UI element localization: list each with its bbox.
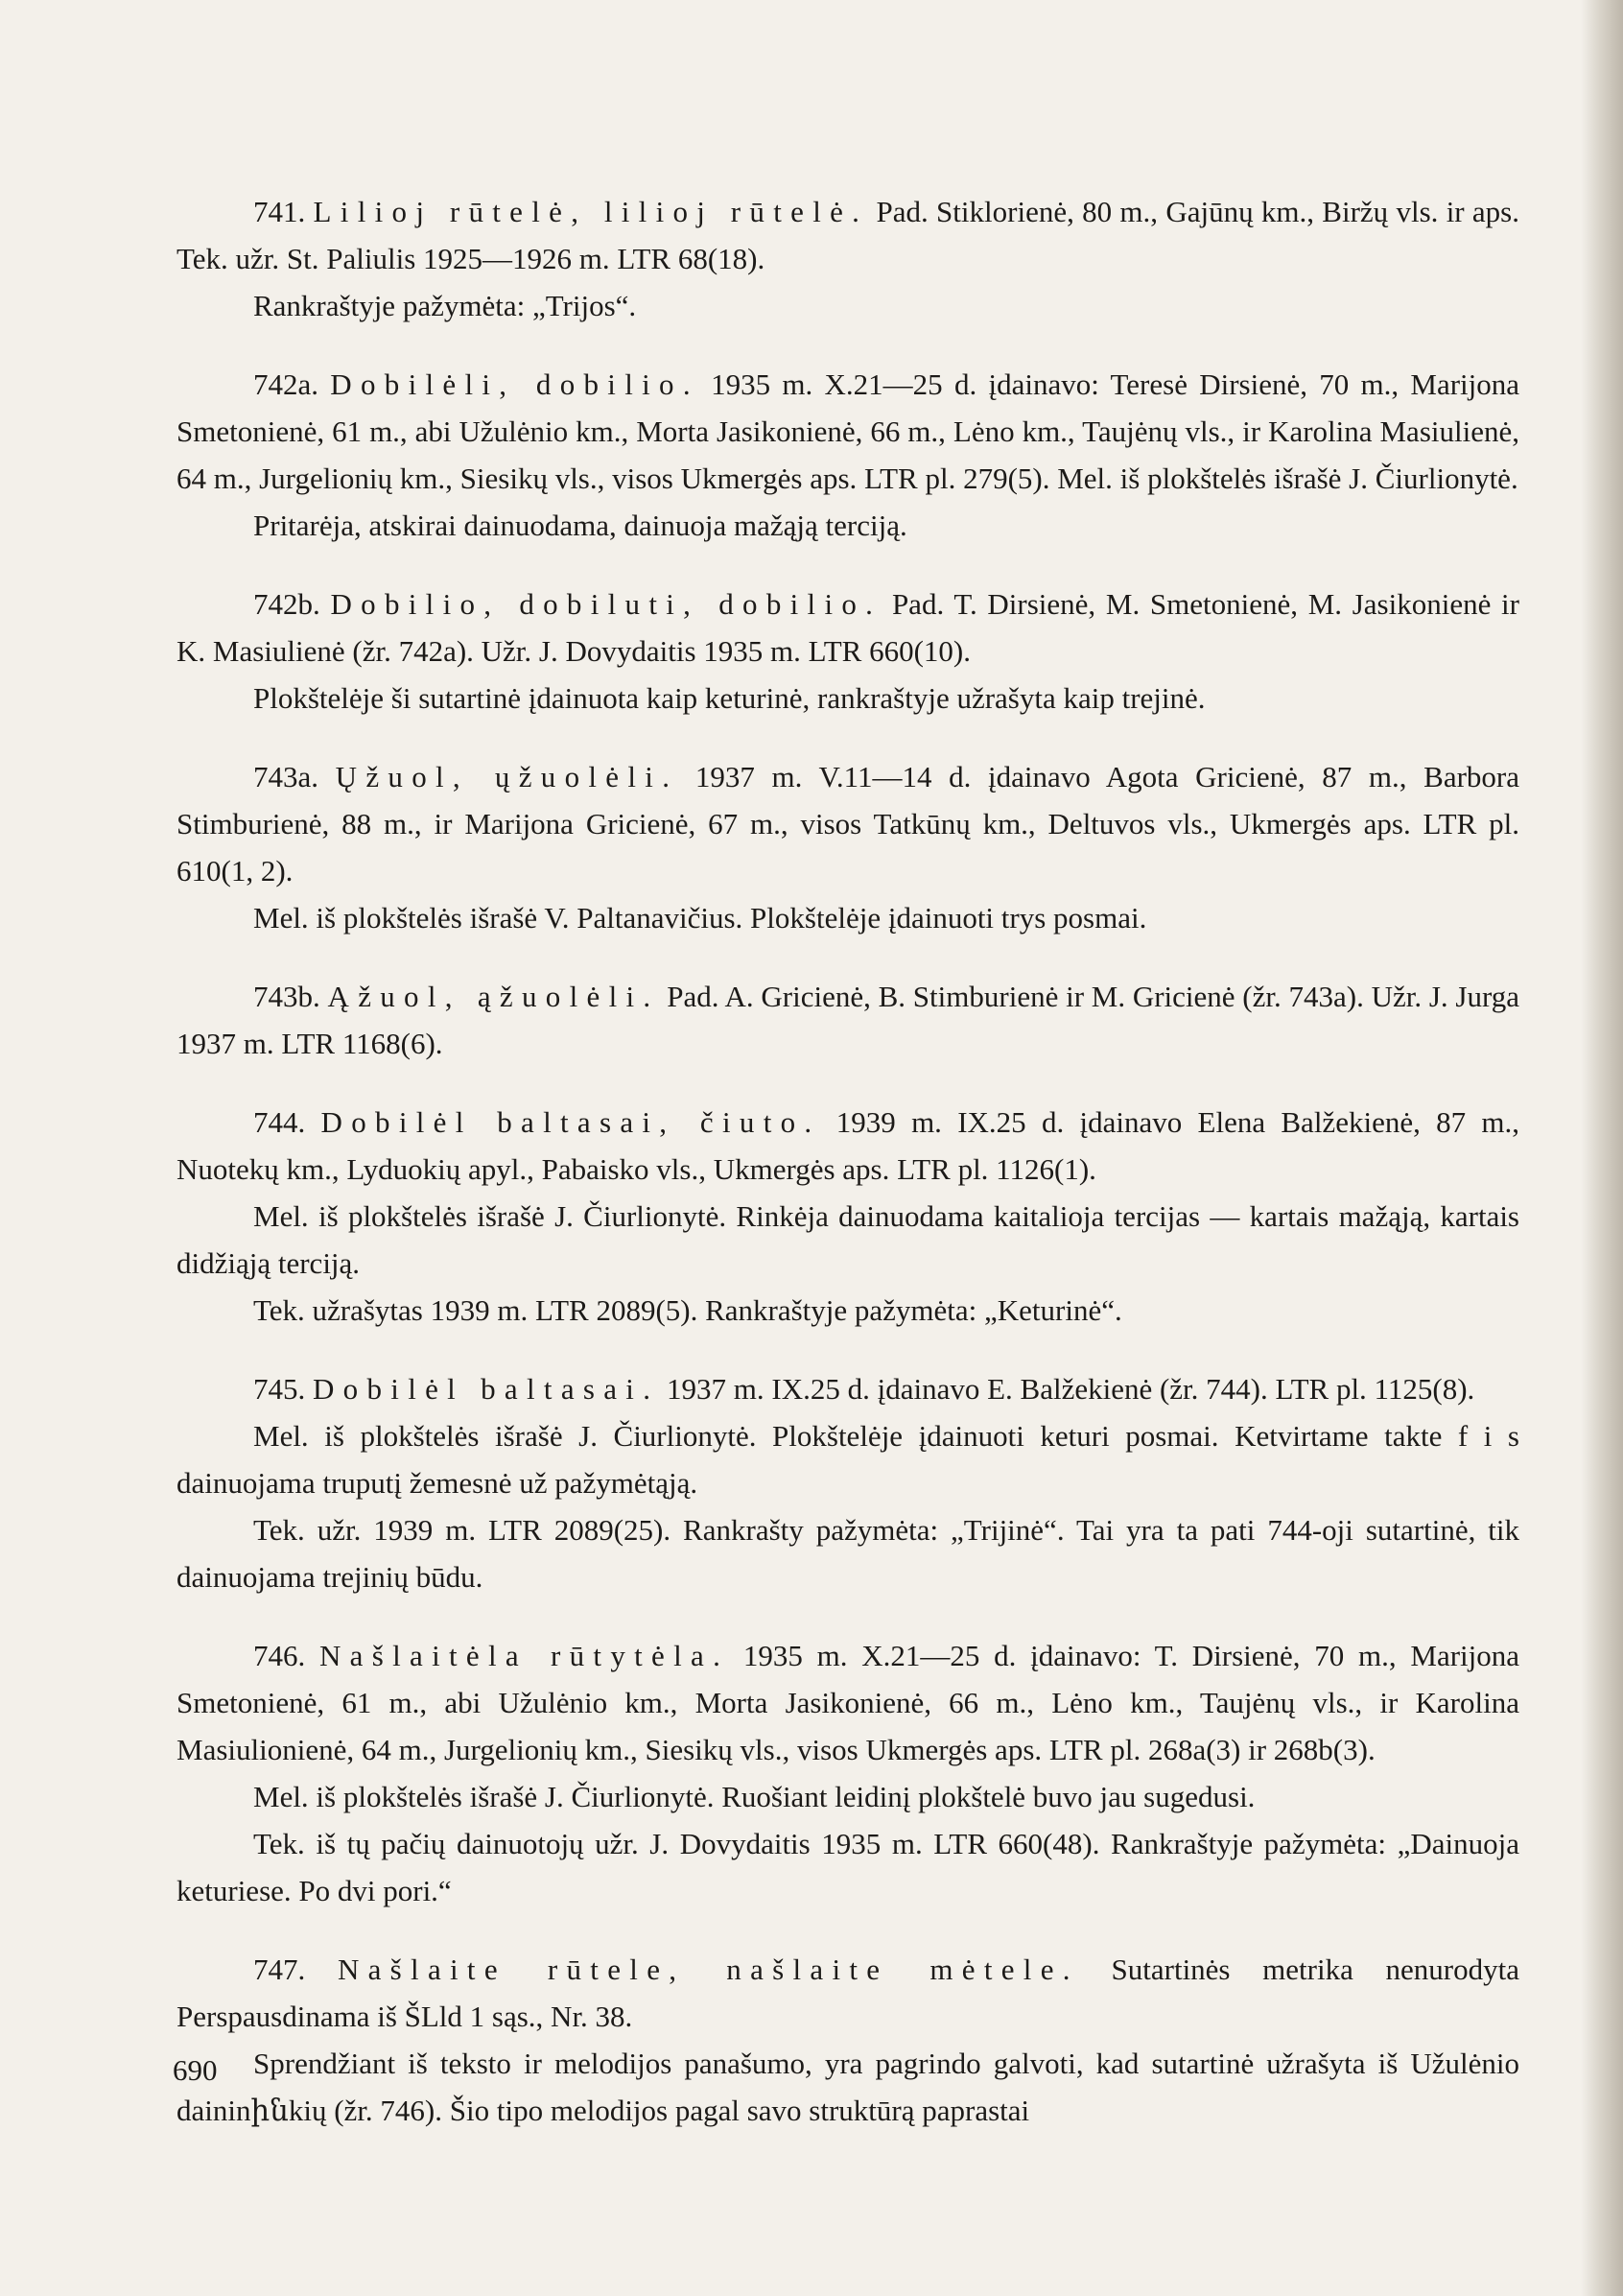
- entry-number: 747.: [253, 1953, 306, 1986]
- entry-note: Rankraštyje pažymėta: „Trijos“.: [253, 289, 637, 322]
- entry-note: Plokštelėje ši sutartinė įdainuota kaip keturinė, rankraštyje užrašyta kaip trejinė.: [253, 681, 1206, 715]
- entry-number: 743b.: [253, 980, 320, 1013]
- entry-text: Pad. T. Dirsienė, M. Smetonienė, M. Jasikonienė ir K. Masiulienė (žr. 742a). Užr. J. Dovydaitis 1935 m. LTR 660(10).: [176, 587, 1519, 668]
- entry-text: Pad. A. Gricienė, B. Stimburienė ir M. Gricienė (žr. 743a). Užr. J. Jurga 1937 m. LTR 1168(6).: [176, 980, 1520, 1060]
- entry-text: 1935 m. X.21—25 d. įdainavo: Teresė Dirsienė, 70 m., Marijona Smetonienė, 61 m., abi Užulėnio km., Morta Jasikonienė, 66 m., Lėno km., Taujėnų vls., ir Karolina Masiulienė, 64 m., Jurgelionių km., Siesikų vls., visos Ukmergės aps. LTR pl. 279(5). Mel. iš plokštelės išrašė J. Čiurlionytė.: [176, 367, 1520, 495]
- entry-text: 1937 m. IX.25 d. įdainavo E. Balžekienė (žr. 744). LTR pl. 1125(8).: [667, 1372, 1475, 1406]
- entry-text: Pad. Stiklorienė, 80 m., Gajūnų km., Biržų vls. ir aps. Tek. užr. St. Paliulis 1925—1926 m. LTR 68(18).: [176, 195, 1519, 275]
- entry-title: Dobilėl baltasai, čiuto.: [320, 1105, 821, 1139]
- entry-first-paragraph: [176, 1632, 1519, 1773]
- entry-note: Pritarėja, atskirai dainuodama, dainuoja mažąją terciją.: [253, 509, 907, 542]
- entry-note: Sprendžiant iš teksto ir melodijos panašumo, yra pagrindo galvoti, kad sutartinė užrašyta iš Užulėnio daininինkių (žr. 746). Šio tipo melodijos pagal savo struktūrą paprastai: [176, 2047, 1519, 2127]
- entry-note: Mel. iš plokštelės išrašė J. Čiurlionytė. Ruošiant leidinį plokštelė buvo jau sugedusi.: [253, 1780, 1256, 1813]
- entry-741: [176, 188, 1519, 329]
- entry-first-paragraph: [176, 188, 1519, 282]
- entry-title: Dobilėli, dobilio.: [330, 367, 699, 401]
- entry-746: [176, 1632, 1519, 1914]
- entry-first-paragraph: [176, 1946, 1519, 2040]
- entry-743b: [176, 973, 1519, 1067]
- entry-first-paragraph: [176, 1099, 1519, 1193]
- entry-first-paragraph: [176, 580, 1519, 675]
- entry-text: 1935 m. X.21—25 d. įdainavo: T. Dirsienė, 70 m., Marijona Smetonienė, 61 m., abi Užulėnio km., Morta Jasikonienė, 66 m., Lėno km., Taujėnų vls., ir Karolina Masiulionienė, 64 m., Jurgelionių km., Siesikų vls., visos Ukmergės aps. LTR pl. 268a(3) ir 268b(3).: [176, 1639, 1520, 1766]
- entry-first-paragraph: [176, 1365, 1519, 1412]
- entry-note: Tek. iš tų pačių dainuotojų užr. J. Dovydaitis 1935 m. LTR 660(48). Rankraštyje pažymėta: „Dainuoja keturiese. Po dvi pori.“: [176, 1827, 1519, 1907]
- entry-title: Dobilėl baltasai.: [313, 1372, 660, 1406]
- entry-744: [176, 1099, 1519, 1334]
- entry-number: 744.: [253, 1105, 306, 1139]
- entry-text: 1937 m. V.11—14 d. įdainavo Agota Gricienė, 87 m., Barbora Stimburienė, 88 m., ir Marijona Gricienė, 67 m., visos Tatkūnų km., Deltuvos vls., Ukmergės aps. LTR pl. 610(1, 2).: [176, 760, 1520, 888]
- entry-number: 742a.: [253, 367, 319, 401]
- entry-text: 1939 m. IX.25 d. įdainavo Elena Balžekienė, 87 m., Nuotekų km., Lyduokių apyl., Pabaisko vls., Ukmergės aps. LTR pl. 1126(1).: [176, 1105, 1520, 1186]
- entry-number: 745.: [253, 1372, 306, 1406]
- commentary-text: [176, 188, 1519, 2166]
- entry-title: Ąžuol, ąžuolėli.: [327, 980, 660, 1013]
- entry-first-paragraph: [176, 753, 1519, 894]
- entry-742a: [176, 361, 1519, 549]
- entry-title: Našlaitėla rūtytėla.: [319, 1639, 730, 1672]
- entry-title: Dobilio, dobiluti, dobilio.: [330, 587, 882, 621]
- entry-note: Mel. iš plokštelės išrašė J. Čiurlionytė. Plokštelėje įdainuoti keturi posmai. Ketvirtame takte f i s dainuojama truputį žemesnė už pažymėtąją.: [176, 1419, 1519, 1500]
- entry-number: 742b.: [253, 587, 320, 621]
- entry-title: Ųžuol, ųžuolėli.: [335, 760, 679, 793]
- entry-first-paragraph: [176, 973, 1519, 1067]
- entry-note: Mel. iš plokštelės išrašė V. Paltanavičius. Plokštelėje įdainuoti trys posmai.: [253, 901, 1147, 935]
- entry-number: 743a.: [253, 760, 319, 793]
- entry-note: Mel. iš plokštelės išrašė J. Čiurlionytė. Rinkėja dainuodama kaitalioja tercijas — kartais mažąją, kartais didžiąją terciją.: [176, 1199, 1519, 1280]
- entry-747: [176, 1946, 1519, 2134]
- entry-745: [176, 1365, 1519, 1600]
- entry-title: Lilioj rūtelė, lilioj rūtelė.: [313, 195, 869, 228]
- entry-first-paragraph: [176, 361, 1519, 502]
- entry-number: 741.: [253, 195, 306, 228]
- entry-number: 746.: [253, 1639, 306, 1672]
- entry-note: Tek. užr. 1939 m. LTR 2089(25). Rankrašty pažymėta: „Trijinė“. Tai yra ta pati 744-oji sutartinė, tik dainuojama trejinių būdu.: [176, 1513, 1519, 1594]
- entry-742b: [176, 580, 1519, 722]
- page-edge-shadow: [1581, 0, 1623, 2296]
- entry-text: Sutartinės metrika nenurodyta Perspausdinama iš ŠLld 1 sąs., Nr. 38.: [176, 1953, 1520, 2033]
- entry-743a: [176, 753, 1519, 941]
- page-number: 690: [173, 2053, 218, 2087]
- entry-note: Tek. užrašytas 1939 m. LTR 2089(5). Rankraštyje pažymėta: „Keturinė“.: [253, 1293, 1122, 1327]
- entry-title: Našlaite rūtele, našlaite mėtele.: [337, 1953, 1079, 1986]
